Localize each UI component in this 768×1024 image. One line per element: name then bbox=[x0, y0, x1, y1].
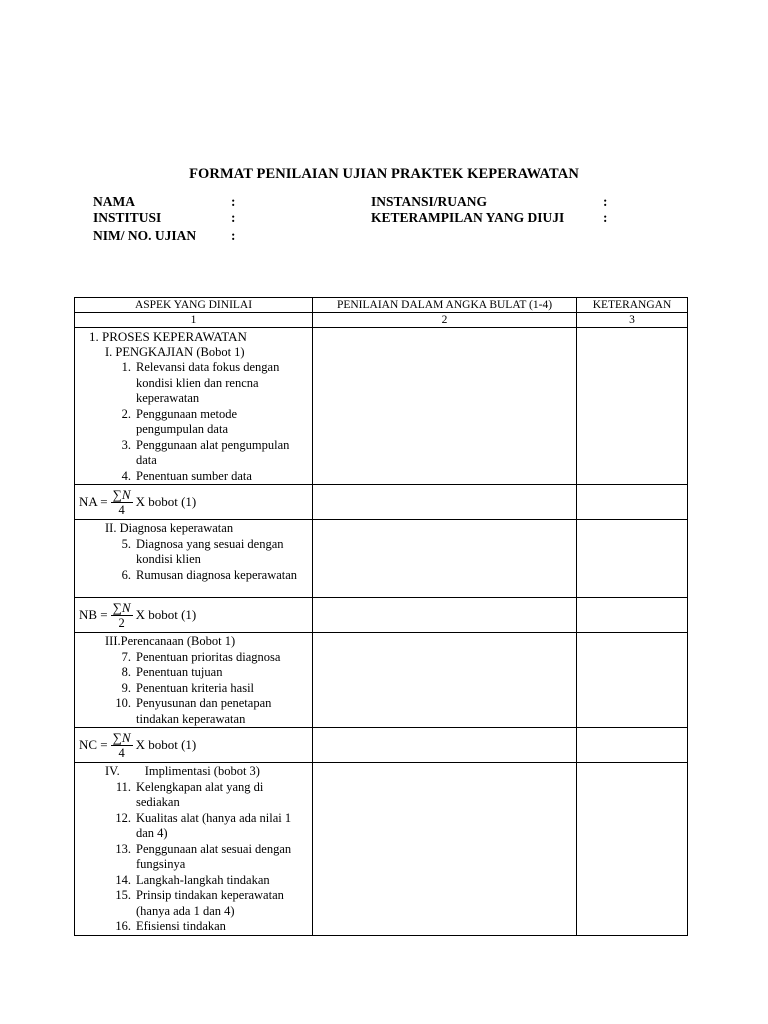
colon-nim: : bbox=[231, 228, 236, 243]
note-cell[interactable] bbox=[577, 728, 688, 763]
header-penilaian: PENILAIAN DALAM ANGKA BULAT (1-4) bbox=[313, 298, 577, 313]
score-cell[interactable] bbox=[313, 328, 577, 485]
list-item bbox=[83, 780, 308, 811]
formula-variable: N bbox=[121, 486, 131, 502]
list-item bbox=[83, 888, 308, 919]
formula-variable: N bbox=[121, 729, 131, 745]
fraction bbox=[111, 601, 133, 630]
formula-lhs: NA = bbox=[79, 494, 108, 510]
formula-cell bbox=[75, 598, 313, 633]
formula-lhs: NB = bbox=[79, 607, 108, 623]
list-item bbox=[83, 696, 308, 727]
item-number: 4. bbox=[121, 468, 131, 483]
aspek-cell bbox=[75, 520, 313, 598]
list-item bbox=[83, 681, 308, 697]
item-text: Diagnosa yang sesuai dengan kondisi klien bbox=[136, 536, 284, 566]
score-cell[interactable] bbox=[313, 633, 577, 728]
note-cell[interactable] bbox=[577, 763, 688, 936]
aspek-cell bbox=[75, 633, 313, 728]
item-text: Langkah-langkah tindakan bbox=[136, 872, 270, 887]
list-item bbox=[83, 568, 308, 584]
section-heading: IV. Implimentasi (bobot 3) bbox=[105, 764, 260, 778]
header-aspek: ASPEK YANG DINILAI bbox=[75, 298, 313, 313]
section-heading: I. PENGKAJIAN (Bobot 1) bbox=[105, 344, 245, 359]
note-cell[interactable] bbox=[577, 328, 688, 485]
process-heading: 1. PROSES KEPERAWATAN bbox=[89, 329, 247, 344]
item-text: Kualitas alat (hanya ada nilai 1 dan 4) bbox=[136, 810, 292, 840]
list-item bbox=[83, 407, 308, 438]
formula-denominator: 4 bbox=[118, 502, 125, 517]
formula-row bbox=[75, 485, 688, 520]
fraction bbox=[111, 731, 133, 760]
item-text: Penentuan sumber data bbox=[136, 468, 252, 483]
table-row bbox=[75, 520, 688, 598]
list-item bbox=[83, 842, 308, 873]
score-cell[interactable] bbox=[313, 520, 577, 598]
label-nama: NAMA bbox=[93, 194, 135, 209]
item-number: 1. bbox=[121, 360, 131, 374]
table-row bbox=[75, 633, 688, 728]
list-item bbox=[83, 650, 308, 666]
note-cell[interactable] bbox=[577, 598, 688, 633]
item-number: 9. bbox=[121, 680, 131, 695]
section-heading: III.Perencanaan (Bobot 1) bbox=[105, 634, 236, 648]
sigma-symbol: ∑ bbox=[112, 486, 122, 502]
col-number-1: 1 bbox=[75, 313, 313, 328]
list-item bbox=[83, 873, 308, 889]
column-number-row bbox=[75, 313, 688, 328]
score-cell[interactable] bbox=[313, 728, 577, 763]
list-item bbox=[83, 919, 308, 935]
sigma-symbol: ∑ bbox=[112, 729, 122, 745]
item-number: 10. bbox=[115, 696, 131, 710]
item-text: Relevansi data fokus dengan kondisi klien dan rencna keperawatan bbox=[136, 360, 280, 405]
sigma-symbol: ∑ bbox=[112, 599, 122, 615]
colon-keterampilan: : bbox=[603, 210, 608, 225]
item-text: Penggunaan alat pengumpulan data bbox=[136, 437, 290, 467]
item-text: Kelengkapan alat yang di sediakan bbox=[136, 779, 264, 809]
item-number: 11. bbox=[115, 779, 131, 794]
formula-row bbox=[75, 598, 688, 633]
aspek-cell bbox=[75, 328, 313, 485]
formula-cell bbox=[75, 485, 313, 520]
item-text: Penggunaan alat sesuai dengan fungsinya bbox=[136, 841, 292, 871]
item-text: Efisiensi tindakan bbox=[136, 919, 226, 933]
list-item bbox=[83, 665, 308, 681]
note-cell[interactable] bbox=[577, 633, 688, 728]
item-number: 7. bbox=[121, 649, 131, 664]
header-keterangan: KETERANGAN bbox=[577, 298, 688, 313]
formula-variable: N bbox=[121, 599, 131, 615]
item-number: 16. bbox=[115, 919, 131, 933]
item-text: Penentuan tujuan bbox=[136, 665, 223, 679]
item-number: 15. bbox=[115, 888, 131, 902]
formula-denominator: 2 bbox=[118, 615, 125, 630]
item-text: Penentuan prioritas diagnosa bbox=[136, 649, 281, 664]
item-text: Rumusan diagnosa keperawatan bbox=[136, 567, 298, 582]
label-instansi: INSTANSI/RUANG bbox=[371, 194, 488, 209]
col-number-2: 2 bbox=[313, 313, 577, 328]
section-heading: II. Diagnosa keperawatan bbox=[105, 521, 234, 535]
aspek-cell bbox=[75, 763, 313, 936]
formula-row bbox=[75, 728, 688, 763]
score-cell[interactable] bbox=[313, 598, 577, 633]
formula-rhs: X bobot (1) bbox=[135, 607, 197, 623]
item-text: Prinsip tindakan keperawatan (hanya ada 1 dan 4) bbox=[136, 888, 284, 918]
formula-cell bbox=[75, 728, 313, 763]
label-institusi: INSTITUSI bbox=[93, 210, 162, 225]
formula-rhs: X bobot (1) bbox=[135, 494, 197, 510]
colon-instansi: : bbox=[603, 194, 608, 209]
item-number: 2. bbox=[121, 406, 131, 421]
table-row bbox=[75, 763, 688, 936]
label-nim: NIM/ NO. UJIAN bbox=[93, 228, 197, 243]
formula-rhs: X bobot (1) bbox=[135, 737, 197, 753]
list-item bbox=[83, 537, 308, 568]
item-text: Penyusunan dan penetapan tindakan keperawatan bbox=[136, 696, 272, 726]
colon-institusi: : bbox=[231, 210, 236, 225]
list-item bbox=[83, 469, 308, 485]
item-number: 6. bbox=[121, 567, 131, 582]
fraction bbox=[111, 488, 133, 517]
table-row bbox=[75, 328, 688, 485]
list-item bbox=[83, 360, 308, 407]
table-header-row bbox=[75, 298, 688, 313]
formula-lhs: NC = bbox=[79, 737, 108, 753]
item-number: 13. bbox=[115, 841, 131, 856]
label-keterampilan: KETERAMPILAN YANG DIUJI bbox=[371, 210, 565, 225]
item-number: 3. bbox=[121, 437, 131, 452]
formula-denominator: 4 bbox=[118, 745, 125, 760]
assessment-table bbox=[74, 297, 688, 936]
score-cell[interactable] bbox=[313, 763, 577, 936]
colon-nama: : bbox=[231, 194, 236, 209]
item-number: 12. bbox=[115, 810, 131, 825]
note-cell[interactable] bbox=[577, 485, 688, 520]
list-item bbox=[83, 811, 308, 842]
item-number: 8. bbox=[121, 665, 131, 679]
item-text: Penentuan kriteria hasil bbox=[136, 680, 255, 695]
list-item bbox=[83, 438, 308, 469]
note-cell[interactable] bbox=[577, 520, 688, 598]
item-text: Penggunaan metode pengumpulan data bbox=[136, 406, 238, 436]
col-number-3: 3 bbox=[577, 313, 688, 328]
document-title: FORMAT PENILAIAN UJIAN PRAKTEK KEPERAWATAN bbox=[189, 166, 579, 182]
item-number: 14. bbox=[115, 872, 131, 887]
item-number: 5. bbox=[121, 536, 131, 551]
score-cell[interactable] bbox=[313, 485, 577, 520]
